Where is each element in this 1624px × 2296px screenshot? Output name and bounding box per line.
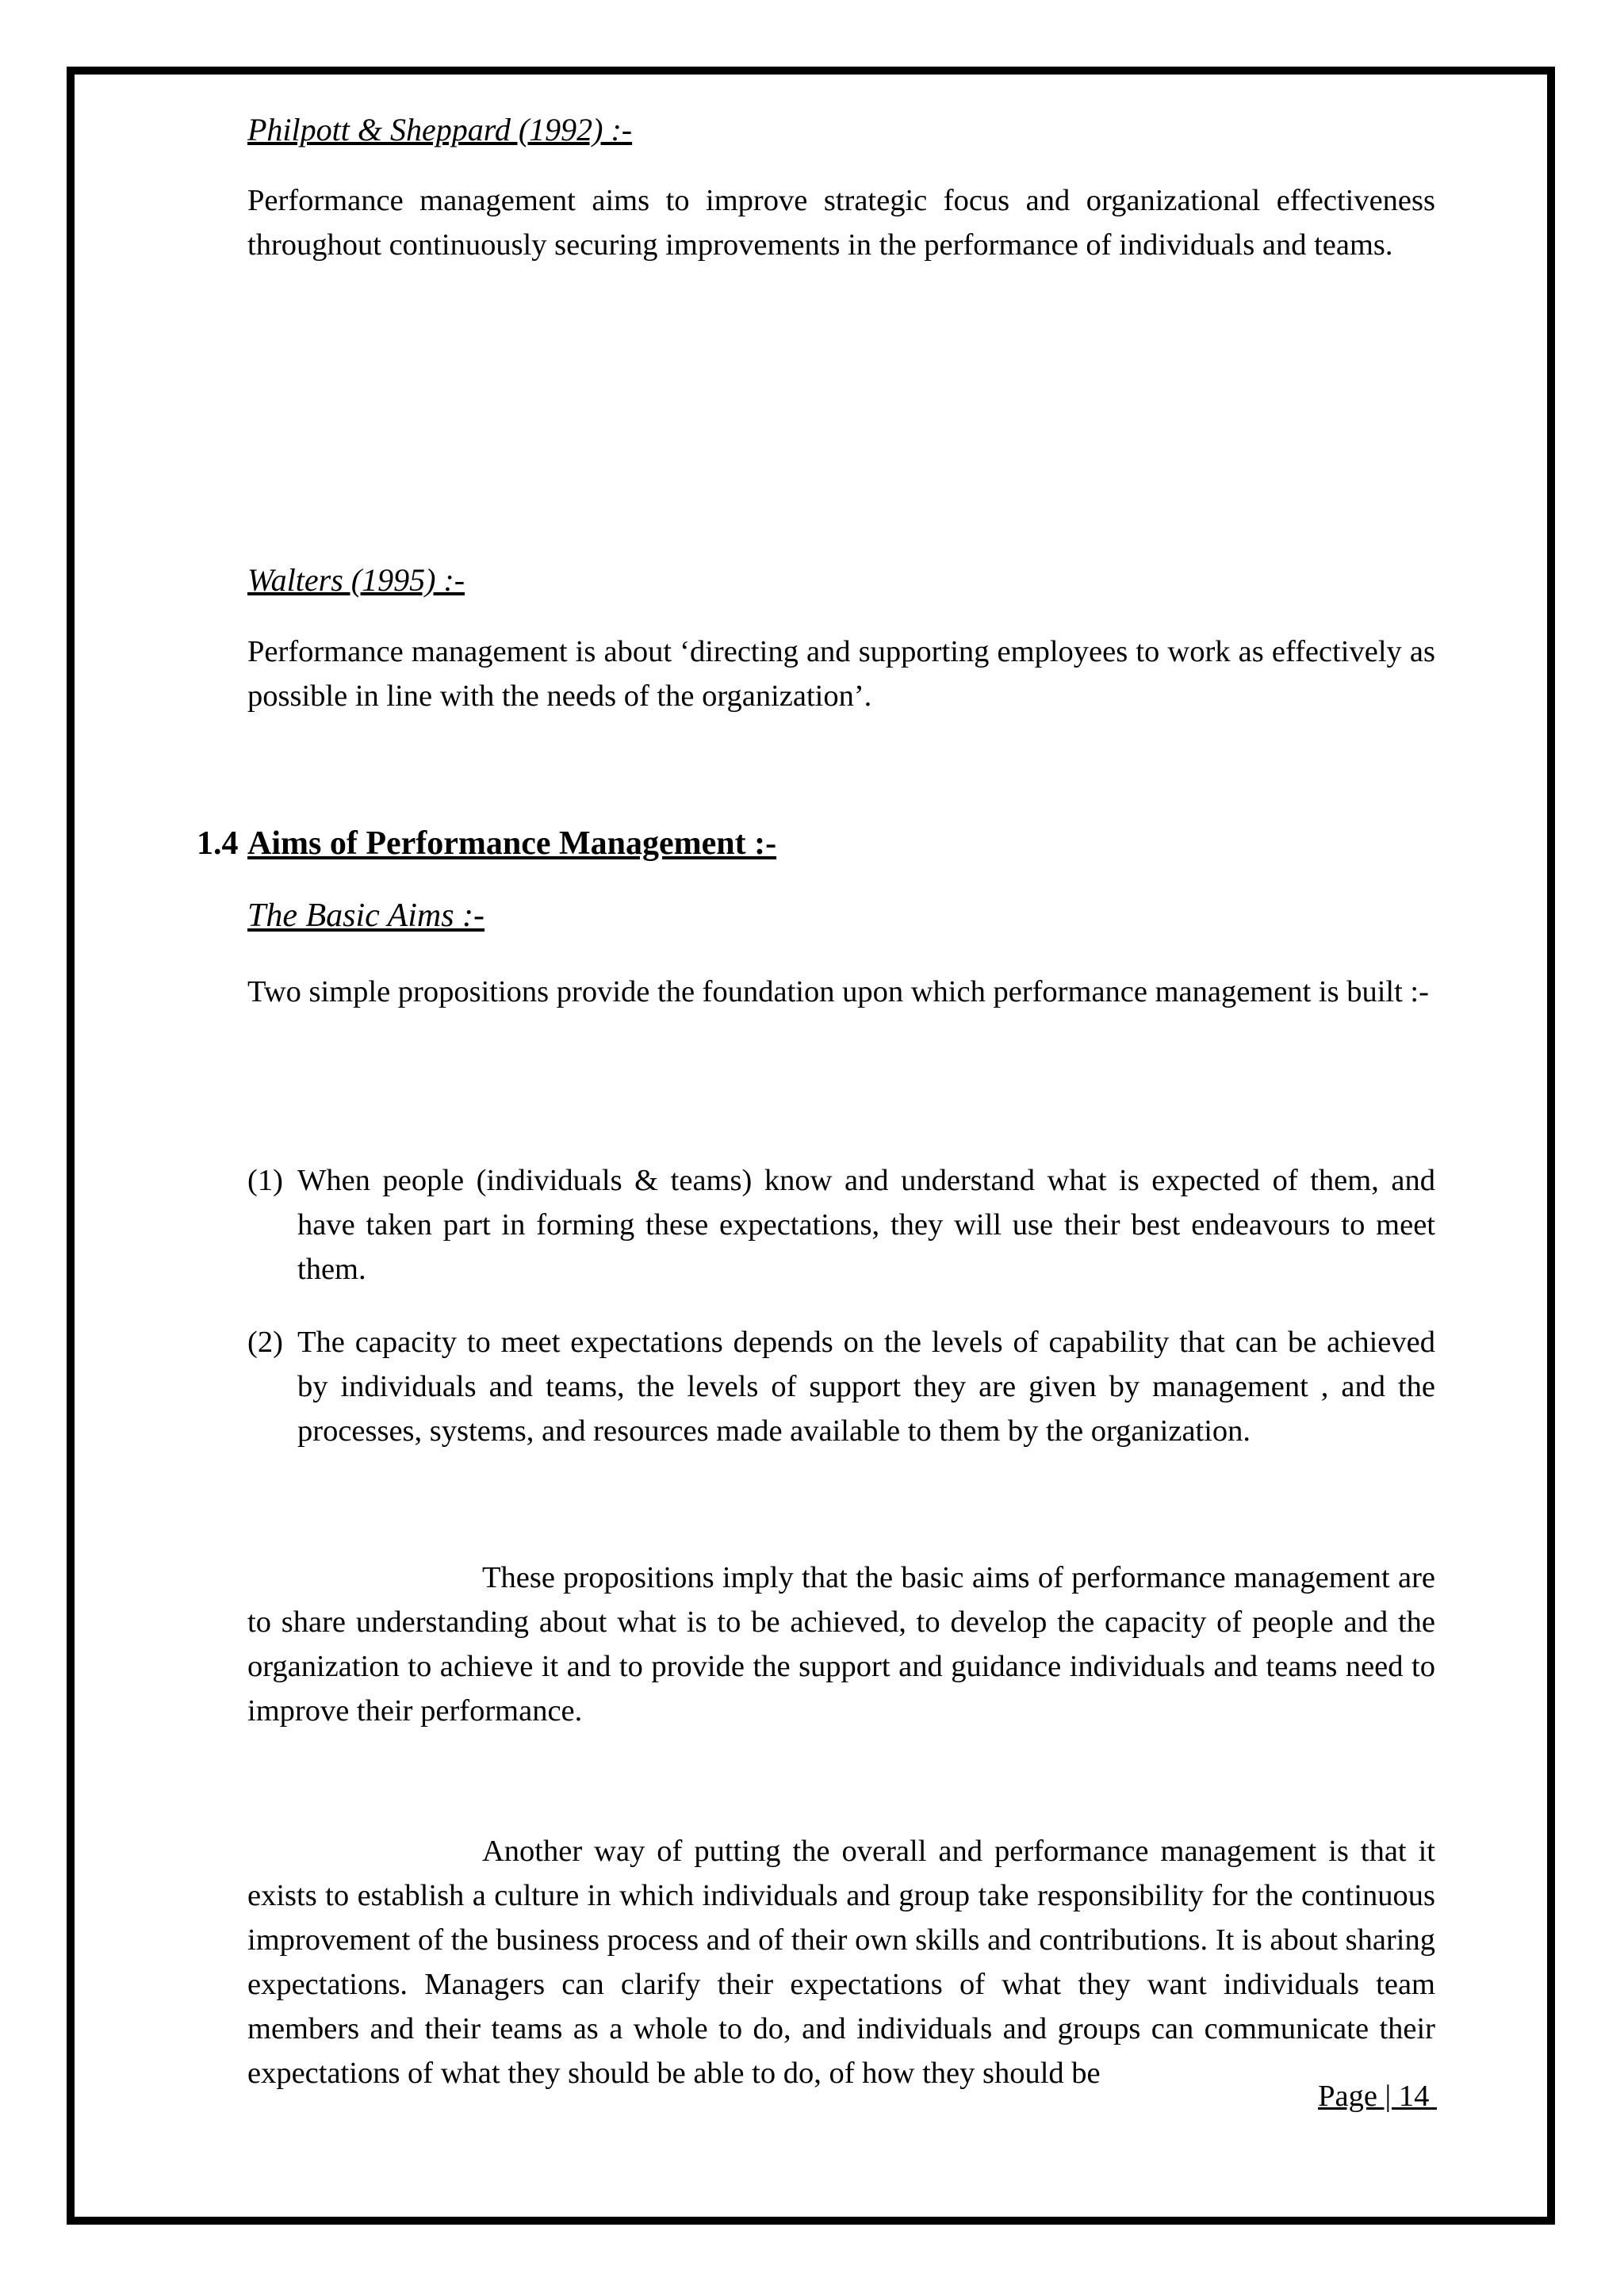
proposition-marker: (1) [247, 1164, 283, 1197]
proposition-item-1 [247, 1158, 1435, 1292]
proposition-marker: (2) [247, 1326, 283, 1359]
aims-intro: Two simple propositions provide the foundation upon which performance management is built :- [247, 975, 1429, 1008]
basic-aims-subheading: The Basic Aims :- [247, 897, 485, 934]
section-heading [197, 820, 776, 867]
aims-paragraph-2: Another way of putting the overall and performance management is that it exists to establish a culture in which individuals and group take responsibility for the continuous improvement of the business process and of their own skills and contributions. It is about sharing expectations. Managers can clarify their expectations of what they want individuals team members and their teams as a whole to do, and individuals and groups can communicate their expectations of what they should be able to do, of how they should be [247, 1835, 1435, 2090]
aims-paragraph-1: These propositions imply that the basic aims of performance management are to share understanding about what is to be achieved, to develop the capacity of people and the organization to achieve it and to provide the support and guidance individuals and teams need to improve their performance. [247, 1561, 1435, 1728]
walters-subheading: Walters (1995) :- [247, 562, 465, 598]
proposition-text: The capacity to meet expectations depends on the levels of capability that can be achieved by individuals and teams, the levels of support they are given by management , and the processes, systems, and resources made available to them by the organization. [297, 1326, 1435, 1448]
proposition-text: When people (individuals & teams) know and understand what is expected of them, and have taken part in forming these expectations, they will use their best endeavours to meet them. [297, 1164, 1435, 1286]
philpott-body: Performance management aims to improve strategic focus and organizational effectiveness throughout continuously securing improvements in the performance of individuals and teams. [247, 184, 1435, 262]
section-title: Aims of Performance Management :- [247, 825, 777, 862]
walters-body: Performance management is about ‘directing and supporting employees to work as effectively as possible in line with the needs of the organization’. [247, 635, 1435, 713]
philpott-subheading: Philpott & Sheppard (1992) :- [247, 112, 633, 147]
page-number: Page | 14 [1318, 2080, 1437, 2113]
proposition-item-2 [247, 1320, 1435, 1453]
section-number: 1.4 [197, 825, 239, 862]
